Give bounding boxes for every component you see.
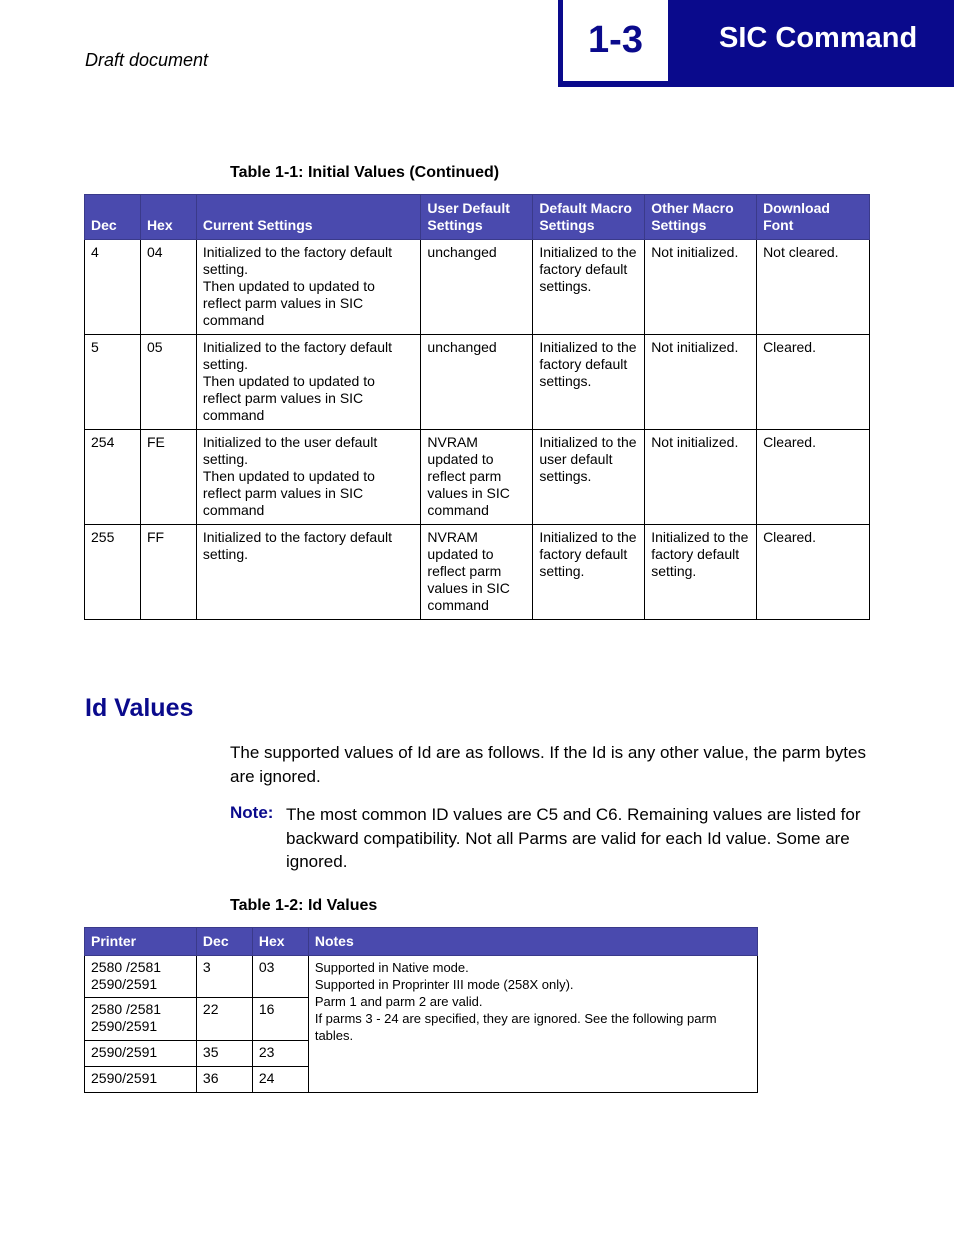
table-row [85,240,870,335]
user-default-cell: unchanged [421,335,533,430]
table-row [85,430,870,525]
dec-cell: 3 [196,956,252,998]
section-paragraph: The supported values of Id are as follows. If the Id is any other value, the parm bytes are ignored. [230,743,866,786]
other-macro-cell: Not initialized. [645,430,757,525]
printer-cell: 2590/2591 [85,1041,197,1067]
header-dec: Dec [85,195,141,240]
hex-cell: 03 [252,956,308,998]
user-default-cell: NVRAM updated to reflect parm values in SIC command [421,430,533,525]
header-download-font: Download Font [757,195,870,240]
notes-cell: Supported in Native mode. Supported in Proprinter III mode (258X only). Parm 1 and parm 2 are valid. If parms 3 - 24 are specified, they are ignored. See the following parm tables. [308,956,757,1093]
dec-cell: 255 [85,525,141,620]
header-hex: Hex [140,195,196,240]
dec-cell: 22 [196,998,252,1041]
other-macro-cell: Not initialized. [645,240,757,335]
header-hex: Hex [252,928,308,956]
hex-cell: 24 [252,1067,308,1093]
header-notes: Notes [308,928,757,956]
chapter-number: 1-3 [563,0,668,81]
table2-caption: Table 1-2: Id Values [230,897,378,914]
chapter-banner [558,0,954,87]
header-dec: Dec [196,928,252,956]
header-other-macro-settings: Other Macro Settings [645,195,757,240]
other-macro-cell: Not initialized. [645,335,757,430]
table1-caption: Table 1-1: Initial Values (Continued) [230,164,500,181]
table-row [85,335,870,430]
chapter-title: SIC Command [719,22,918,54]
table-row [85,525,870,620]
table1-header-row [85,195,870,240]
current-settings-cell: Initialized to the user default setting. Then updated to updated to reflect parm values in SIC command [196,430,421,525]
current-settings-cell: Initialized to the factory default setting. Then updated to updated to reflect parm values in SIC command [196,240,421,335]
hex-cell: 05 [140,335,196,430]
printer-cell: 2580 /2581 2590/2591 [85,998,197,1041]
download-font-cell: Not cleared. [757,240,870,335]
section-title: Id Values [85,694,194,722]
table2-header-row [85,928,758,956]
dec-cell: 4 [85,240,141,335]
download-font-cell: Cleared. [757,525,870,620]
user-default-cell: NVRAM updated to reflect parm values in SIC command [421,525,533,620]
note-text: The most common ID values are C5 and C6. Remaining values are listed for backward compatibility. Not all Parms are valid for each Id value. Some are ignored. [286,805,861,871]
hex-cell: 16 [252,998,308,1041]
current-settings-cell: Initialized to the factory default setting. [196,525,421,620]
other-macro-cell: Initialized to the factory default setting. [645,525,757,620]
header-user-default-settings: User Default Settings [421,195,533,240]
printer-cell: 2580 /2581 2590/2591 [85,956,197,998]
download-font-cell: Cleared. [757,430,870,525]
draft-label: Draft document [85,50,209,70]
header-current-settings: Current Settings [196,195,421,240]
dec-cell: 36 [196,1067,252,1093]
default-macro-cell: Initialized to the user default settings. [533,430,645,525]
default-macro-cell: Initialized to the factory default settings. [533,240,645,335]
note-label: Note: [230,803,274,822]
table-row [85,956,758,998]
download-font-cell: Cleared. [757,335,870,430]
hex-cell: 23 [252,1041,308,1067]
default-macro-cell: Initialized to the factory default settings. [533,335,645,430]
dec-cell: 254 [85,430,141,525]
hex-cell: 04 [140,240,196,335]
default-macro-cell: Initialized to the factory default setting. [533,525,645,620]
initial-values-table [84,194,870,620]
printer-cell: 2590/2591 [85,1067,197,1093]
header-printer: Printer [85,928,197,956]
hex-cell: FE [140,430,196,525]
dec-cell: 35 [196,1041,252,1067]
current-settings-cell: Initialized to the factory default setting. Then updated to updated to reflect parm values in SIC command [196,335,421,430]
dec-cell: 5 [85,335,141,430]
id-values-table [84,927,758,1093]
user-default-cell: unchanged [421,240,533,335]
hex-cell: FF [140,525,196,620]
header-default-macro-settings: Default Macro Settings [533,195,645,240]
